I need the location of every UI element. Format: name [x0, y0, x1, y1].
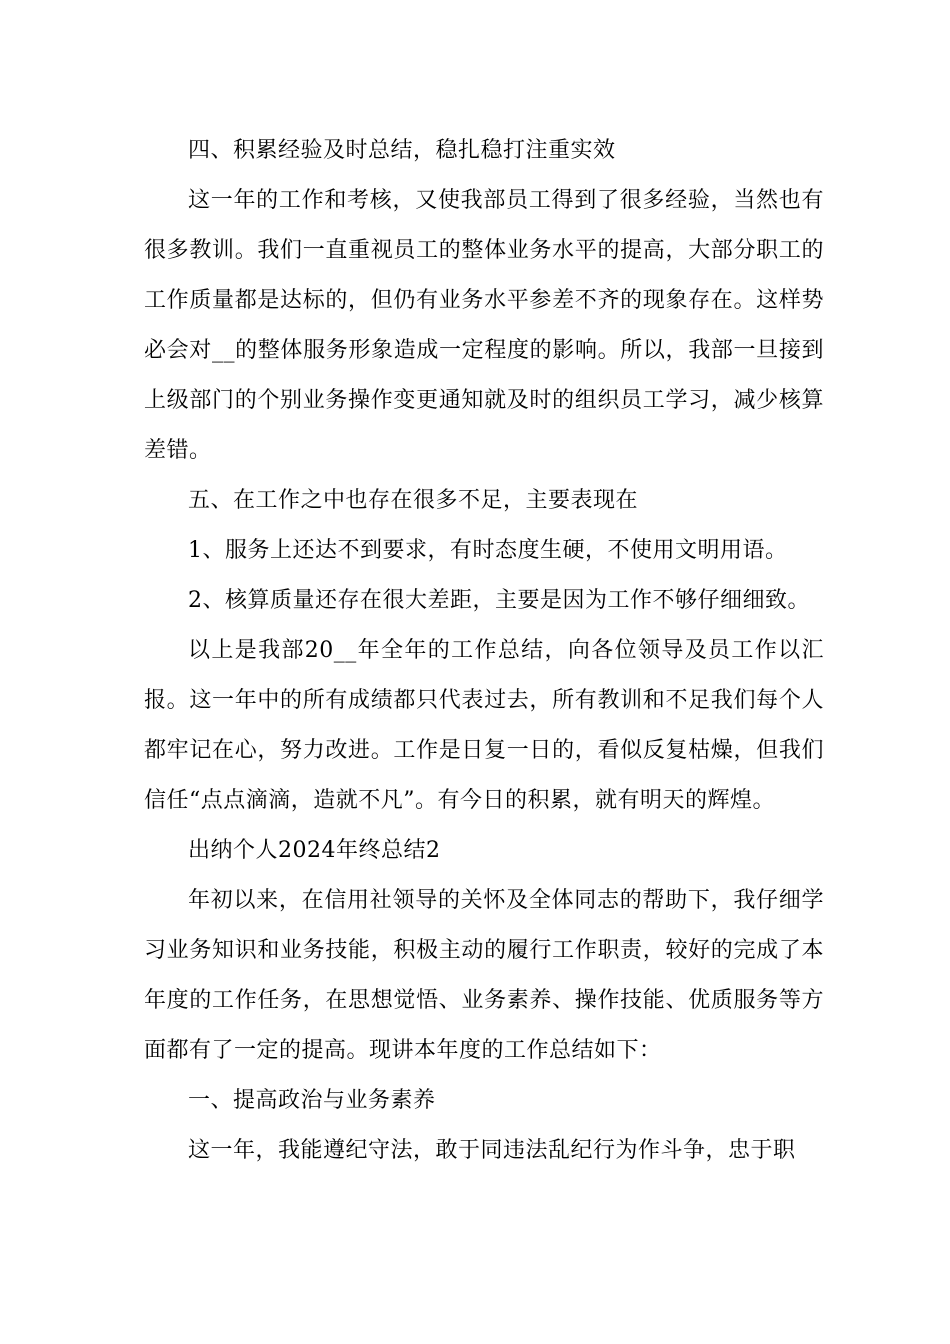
section-heading-5: 五、在工作之中也存在很多不足，主要表现在: [188, 488, 639, 513]
paragraph-discipline: 这一年，我能遵纪守法，敢于同违法乱纪行为作斗争，忠于职: [188, 1138, 796, 1163]
document-body: [144, 126, 824, 1176]
document-subtitle: 出纳个人2024年终总结2: [188, 838, 441, 863]
paragraph-experience: 这一年的工作和考核，又使我部员工得到了很多经验，当然也有很多教训。我们一直重视员工的整体业务水平的提高，大部分职工的工作质量都是达标的，但仍有业务水平参差不齐的现象存在。这样势必会对__的整体服务形象造成一定程度的影响。所以，我部一旦接到上级部门的个别业务操作变更通知就及时的组织员工学习，减少核算差错。: [144, 188, 824, 463]
section-heading-4: 四、积累经验及时总结，稳扎稳打注重实效: [188, 138, 616, 163]
paragraph-conclusion: 以上是我部20__年全年的工作总结，向各位领导及员工作以汇报。这一年中的所有成绩都只代表过去，所有教训和不足我们每个人都牢记在心，努力改进。工作是日复一日的，看似反复枯燥，但我们信任“点点滴滴，造就不凡”。有今日的积累，就有明天的辉煌。: [144, 638, 824, 813]
section-heading-1: 一、提高政治与业务素养: [188, 1088, 436, 1113]
paragraph-intro: 年初以来，在信用社领导的关怀及全体同志的帮助下，我仔细学习业务知识和业务技能，积极主动的履行工作职责，较好的完成了本年度的工作任务，在思想觉悟、业务素养、操作技能、优质服务等方面都有了一定的提高。现讲本年度的工作总结如下：: [144, 888, 824, 1063]
list-item-2: 2、核算质量还存在很大差距，主要是因为工作不够仔细细致。: [188, 588, 810, 613]
list-item-1: 1、服务上还达不到要求，有时态度生硬，不使用文明用语。: [188, 538, 788, 563]
